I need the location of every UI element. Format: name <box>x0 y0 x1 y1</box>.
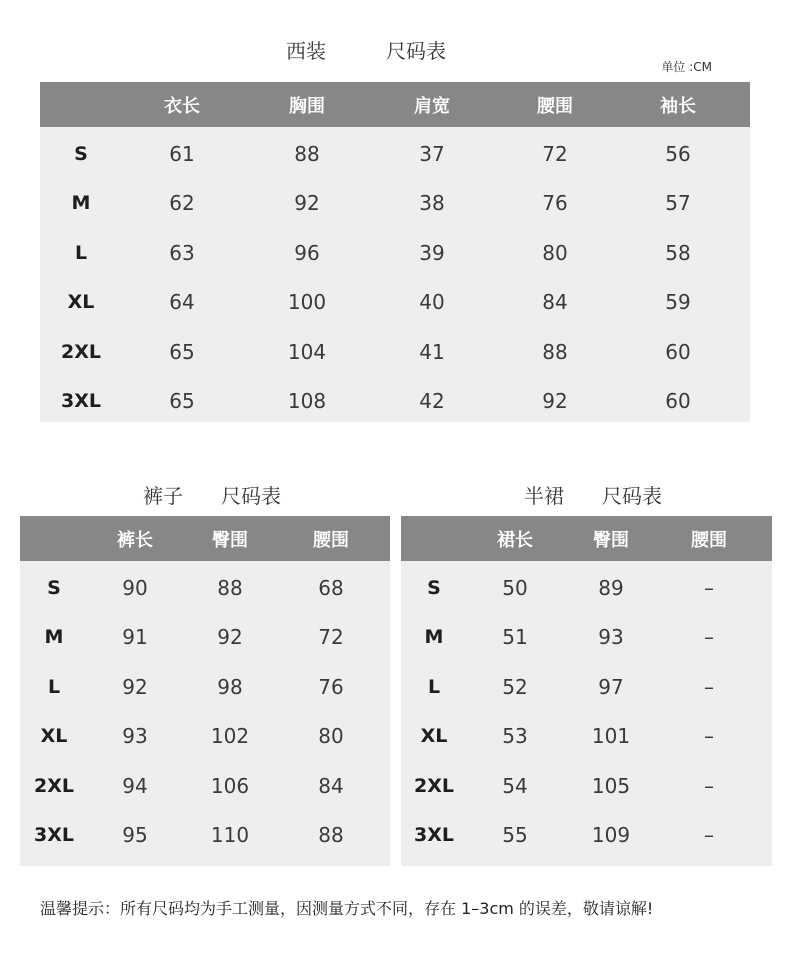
pants-title-garment: 裤子 <box>143 484 183 508</box>
value-cell: – <box>704 724 714 749</box>
skirt-table-header <box>401 516 772 561</box>
table-row <box>40 377 750 427</box>
value-cell: 65 <box>169 339 195 364</box>
table-row <box>401 662 772 712</box>
value-cell: 92 <box>217 625 243 650</box>
size-cell: XL <box>67 291 95 314</box>
size-cell: 2XL <box>61 340 101 363</box>
table-row <box>401 811 772 861</box>
header-cell: 腰围 <box>691 529 727 551</box>
table-row <box>20 761 390 811</box>
value-cell: 55 <box>502 823 528 848</box>
size-cell: M <box>44 626 64 649</box>
value-cell: 68 <box>318 575 344 600</box>
value-cell: 84 <box>318 773 344 798</box>
value-cell: 60 <box>665 389 691 414</box>
suit-size-table <box>40 82 750 422</box>
size-cell: XL <box>420 725 448 748</box>
value-cell: 92 <box>294 191 320 216</box>
suit-title <box>286 35 446 64</box>
value-cell: 101 <box>591 724 631 749</box>
table-row <box>401 563 772 613</box>
value-cell: 97 <box>598 674 624 699</box>
unit-label: 单位 :CM <box>661 60 712 74</box>
skirt-size-table <box>401 516 772 866</box>
value-cell: 58 <box>665 240 691 265</box>
value-cell: 72 <box>318 625 344 650</box>
table-row <box>40 278 750 328</box>
size-cell: S <box>74 142 88 165</box>
value-cell: 63 <box>169 240 195 265</box>
header-cell: 臀围 <box>593 529 629 551</box>
size-cell: L <box>74 241 88 264</box>
value-cell: 98 <box>217 674 243 699</box>
value-cell: 95 <box>122 823 148 848</box>
pants-table-header <box>20 516 390 561</box>
header-cell: 腰围 <box>313 529 349 551</box>
value-cell: 65 <box>169 389 195 414</box>
header-cell: 肩宽 <box>414 95 450 117</box>
value-cell: 110 <box>210 823 250 848</box>
measurement-note: 温馨提示：所有尺码均为手工测量，因测量方式不同，存在 1–3cm 的误差，敬请谅解! <box>40 899 654 918</box>
value-cell: 76 <box>542 191 568 216</box>
value-cell: 96 <box>294 240 320 265</box>
value-cell: 94 <box>122 773 148 798</box>
table-row <box>40 129 750 179</box>
suit-title-label: 尺码表 <box>386 39 446 63</box>
value-cell: 64 <box>169 290 195 315</box>
value-cell: 88 <box>318 823 344 848</box>
value-cell: 109 <box>591 823 631 848</box>
value-cell: 52 <box>502 674 528 699</box>
value-cell: 90 <box>122 575 148 600</box>
header-cell: 胸围 <box>289 95 325 117</box>
table-row <box>20 811 390 861</box>
header-cell: 臀围 <box>212 529 248 551</box>
value-cell: 41 <box>419 339 445 364</box>
value-cell: 92 <box>542 389 568 414</box>
value-cell: 106 <box>210 773 250 798</box>
size-cell: L <box>427 675 441 698</box>
size-cell: XL <box>40 725 68 748</box>
size-cell: 3XL <box>414 824 454 847</box>
header-cell: 衣长 <box>164 95 200 117</box>
value-cell: 37 <box>419 141 445 166</box>
value-cell: 92 <box>122 674 148 699</box>
table-row <box>401 761 772 811</box>
header-cell: 裤长 <box>117 529 153 551</box>
header-cell: 腰围 <box>537 95 573 117</box>
value-cell: 91 <box>122 625 148 650</box>
table-row <box>40 327 750 377</box>
value-cell: 88 <box>542 339 568 364</box>
value-cell: 39 <box>419 240 445 265</box>
value-cell: 57 <box>665 191 691 216</box>
value-cell: 93 <box>598 625 624 650</box>
value-cell: 50 <box>502 575 528 600</box>
header-cell: 袖长 <box>660 95 696 117</box>
value-cell: – <box>704 625 714 650</box>
size-cell: M <box>424 626 444 649</box>
value-cell: 105 <box>591 773 631 798</box>
pants-size-table <box>20 516 390 866</box>
size-cell: L <box>47 675 61 698</box>
skirt-title-label: 尺码表 <box>602 484 662 508</box>
value-cell: 76 <box>318 674 344 699</box>
value-cell: – <box>704 674 714 699</box>
value-cell: 54 <box>502 773 528 798</box>
value-cell: 59 <box>665 290 691 315</box>
value-cell: 100 <box>287 290 327 315</box>
table-row <box>401 712 772 762</box>
value-cell: – <box>704 773 714 798</box>
table-row <box>20 613 390 663</box>
value-cell: 80 <box>542 240 568 265</box>
value-cell: 60 <box>665 339 691 364</box>
value-cell: – <box>704 575 714 600</box>
value-cell: 80 <box>318 724 344 749</box>
table-row <box>401 613 772 663</box>
value-cell: 84 <box>542 290 568 315</box>
suit-title-garment: 西装 <box>286 39 326 63</box>
value-cell: 61 <box>169 141 195 166</box>
value-cell: 53 <box>502 724 528 749</box>
value-cell: 40 <box>419 290 445 315</box>
value-cell: 108 <box>287 389 327 414</box>
skirt-title-garment: 半裙 <box>524 484 564 508</box>
header-cell: 裙长 <box>497 529 533 551</box>
table-row <box>20 563 390 613</box>
value-cell: 38 <box>419 191 445 216</box>
value-cell: 104 <box>287 339 327 364</box>
size-cell: M <box>71 192 91 215</box>
size-cell: 3XL <box>61 390 101 413</box>
value-cell: – <box>704 823 714 848</box>
pants-title-label: 尺码表 <box>221 484 281 508</box>
pants-title <box>143 480 281 509</box>
size-cell: S <box>47 576 61 599</box>
value-cell: 42 <box>419 389 445 414</box>
size-cell: 3XL <box>34 824 74 847</box>
value-cell: 102 <box>210 724 250 749</box>
size-cell: 2XL <box>414 774 454 797</box>
table-row <box>20 712 390 762</box>
size-cell: 2XL <box>34 774 74 797</box>
suit-table-header <box>40 82 750 127</box>
value-cell: 93 <box>122 724 148 749</box>
value-cell: 88 <box>294 141 320 166</box>
table-row <box>40 179 750 229</box>
value-cell: 56 <box>665 141 691 166</box>
size-cell: S <box>427 576 441 599</box>
table-row <box>20 662 390 712</box>
table-row <box>40 228 750 278</box>
value-cell: 88 <box>217 575 243 600</box>
skirt-title <box>524 480 662 509</box>
value-cell: 62 <box>169 191 195 216</box>
value-cell: 89 <box>598 575 624 600</box>
value-cell: 72 <box>542 141 568 166</box>
value-cell: 51 <box>502 625 528 650</box>
